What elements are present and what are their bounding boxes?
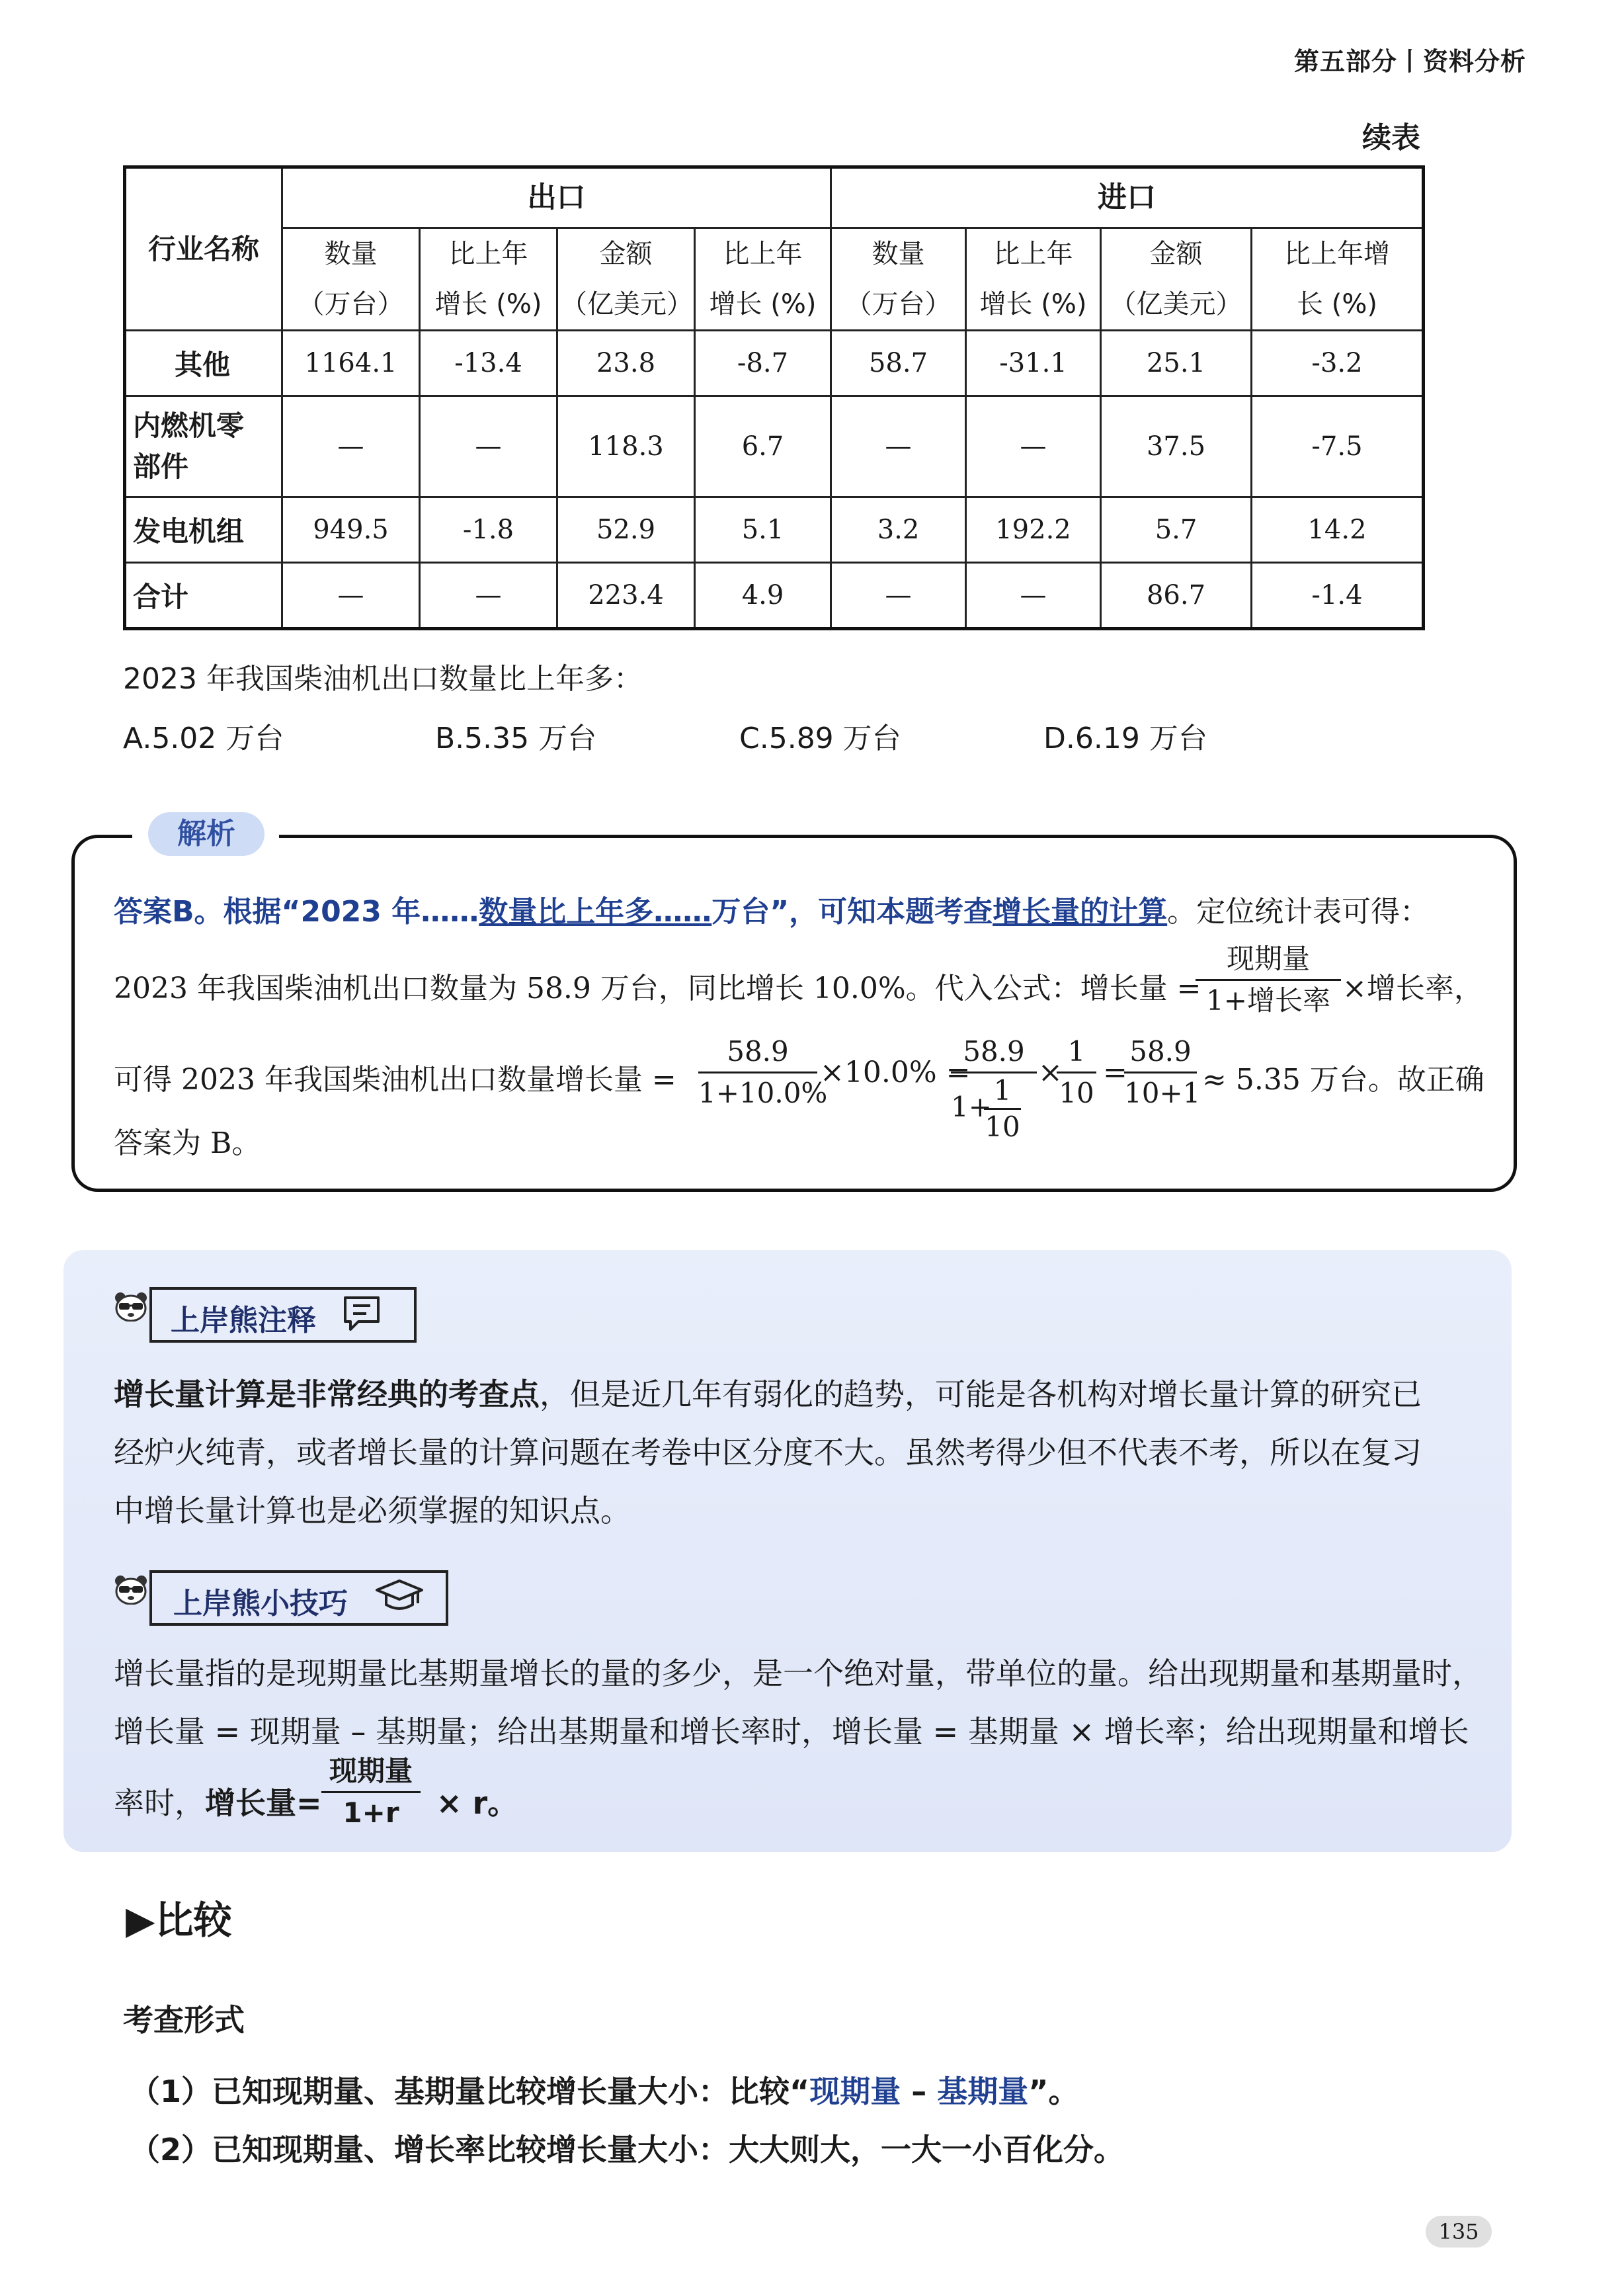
note1-line-2: 经炉火纯青，或者增长量的计算问题在考卷中区分度不大。虽然考得少但不代表不考，所以在复习 <box>114 1435 1422 1470</box>
col-header: 数量 （万台） <box>831 228 966 331</box>
col-header: 金额 （亿美元） <box>1101 228 1252 331</box>
bear-mascot-icon <box>114 1291 148 1322</box>
fraction-substitution: 58.9 1+10.0% <box>698 1035 828 1109</box>
section-subtitle: 考查形式 <box>123 2002 245 2038</box>
note1-line-3: 中增长量计算也是必须掌握的知识点。 <box>114 1493 631 1529</box>
note-title: 上岸熊注释 <box>171 1304 316 1337</box>
row-name: 合计 <box>125 563 282 629</box>
row-name: 内燃机零 部件 <box>125 396 282 497</box>
analysis-tag: 解析 <box>148 812 264 856</box>
analysis-line-4: 答案为 B。 <box>114 1126 261 1160</box>
triangle-bullet-icon: ▶ <box>126 1898 155 1943</box>
header-industry: 行业名称 <box>125 167 282 331</box>
option-d: D.6.19 万台 <box>1043 722 1207 755</box>
analysis-line-2: 2023 年我国柴油机出口数量为 58.9 万台，同比增长 10.0%。代入公式：增长量 = <box>114 972 1201 1005</box>
graduation-cap-icon <box>374 1577 425 1617</box>
section-title: ▶比较 <box>126 1898 232 1943</box>
header-import: 进口 <box>831 167 1424 228</box>
col-header: 金额 （亿美元） <box>557 228 695 331</box>
statistics-table <box>123 165 1425 630</box>
list-item: （1）已知现期量、基期量比较增长量大小：比较“现期量 – 基期量”。 <box>130 2074 1079 2109</box>
note1-line-1: 增长量计算是非常经典的考查点，但是近几年有弱化的趋势，可能是各机构对增长量计算的研究已 <box>114 1376 1422 1412</box>
option-c: C.5.89 万台 <box>739 722 901 755</box>
table-row: 发电机组 949.5 -1.8 52.9 5.1 3.2 192.2 5.7 14.2 <box>125 497 1424 563</box>
option-a: A.5.02 万台 <box>123 722 284 755</box>
fraction-one-tenth: 1 10 <box>1057 1032 1096 1113</box>
col-header: 比上年增 长 (%) <box>1252 228 1424 331</box>
col-header: 数量 （万台） <box>282 228 420 331</box>
header-export: 出口 <box>282 167 831 228</box>
fraction-tip: 现期量 1+r <box>321 1751 421 1833</box>
col-header: 比上年 增长 (%) <box>966 228 1101 331</box>
table-row: 合计 — — 223.4 4.9 — — 86.7 -1.4 <box>125 563 1424 629</box>
row-name: 其他 <box>125 331 282 396</box>
note2-line-2: 增长量 = 现期量 – 基期量；给出基期量和增长率时，增长量 = 基期量 × 增长率；给出现期量和增长 <box>114 1714 1469 1749</box>
note-title-tips <box>114 1574 148 1607</box>
table-row: 内燃机零 部件 — — 118.3 6.7 — — 37.5 -7.5 <box>125 396 1424 497</box>
analysis-line-1: 答案B。根据“2023 年……数量比上年多……万台”，可知本题考查增长量的计算。定位统计表可得： <box>114 895 1430 929</box>
fraction-simplified: 58.9 10+1 <box>1124 1035 1201 1109</box>
fraction-nested: 58.9 1+ 1 10 <box>951 1032 1037 1146</box>
table-row: 其他 1164.1 -13.4 23.8 -8.7 58.7 -31.1 25.1 -3.2 <box>125 331 1424 396</box>
col-header: 比上年 增长 (%) <box>695 228 831 331</box>
note-title-annotation <box>114 1291 148 1324</box>
note2-line-3: 率时，增长量= <box>114 1785 322 1821</box>
page-number: 135 <box>1426 2216 1492 2248</box>
list-item: （2）已知现期量、增长率比较增长量大小：大大则大，一大一小百化分。 <box>130 2132 1125 2167</box>
option-b: B.5.35 万台 <box>435 722 597 755</box>
comment-icon <box>341 1295 382 1332</box>
row-name: 发电机组 <box>125 497 282 563</box>
note-title: 上岸熊小技巧 <box>173 1587 348 1620</box>
section-header: 第五部分丨资料分析 <box>1293 47 1526 76</box>
note2-line-1: 增长量指的是现期量比基期量增长的量的多少，是一个绝对量，带单位的量。给出现期量和基期量时， <box>114 1656 1482 1691</box>
col-header: 比上年 增长 (%) <box>420 228 557 331</box>
bear-mascot-icon <box>114 1574 148 1605</box>
question-text: 2023 年我国柴油机出口数量比上年多： <box>123 662 643 696</box>
continued-label: 续表 <box>1362 121 1420 155</box>
analysis-line-3: 可得 2023 年我国柴油机出口数量增长量 = <box>114 1063 676 1097</box>
fraction-growth-formula: 现期量 1+增长率 <box>1196 939 1341 1021</box>
